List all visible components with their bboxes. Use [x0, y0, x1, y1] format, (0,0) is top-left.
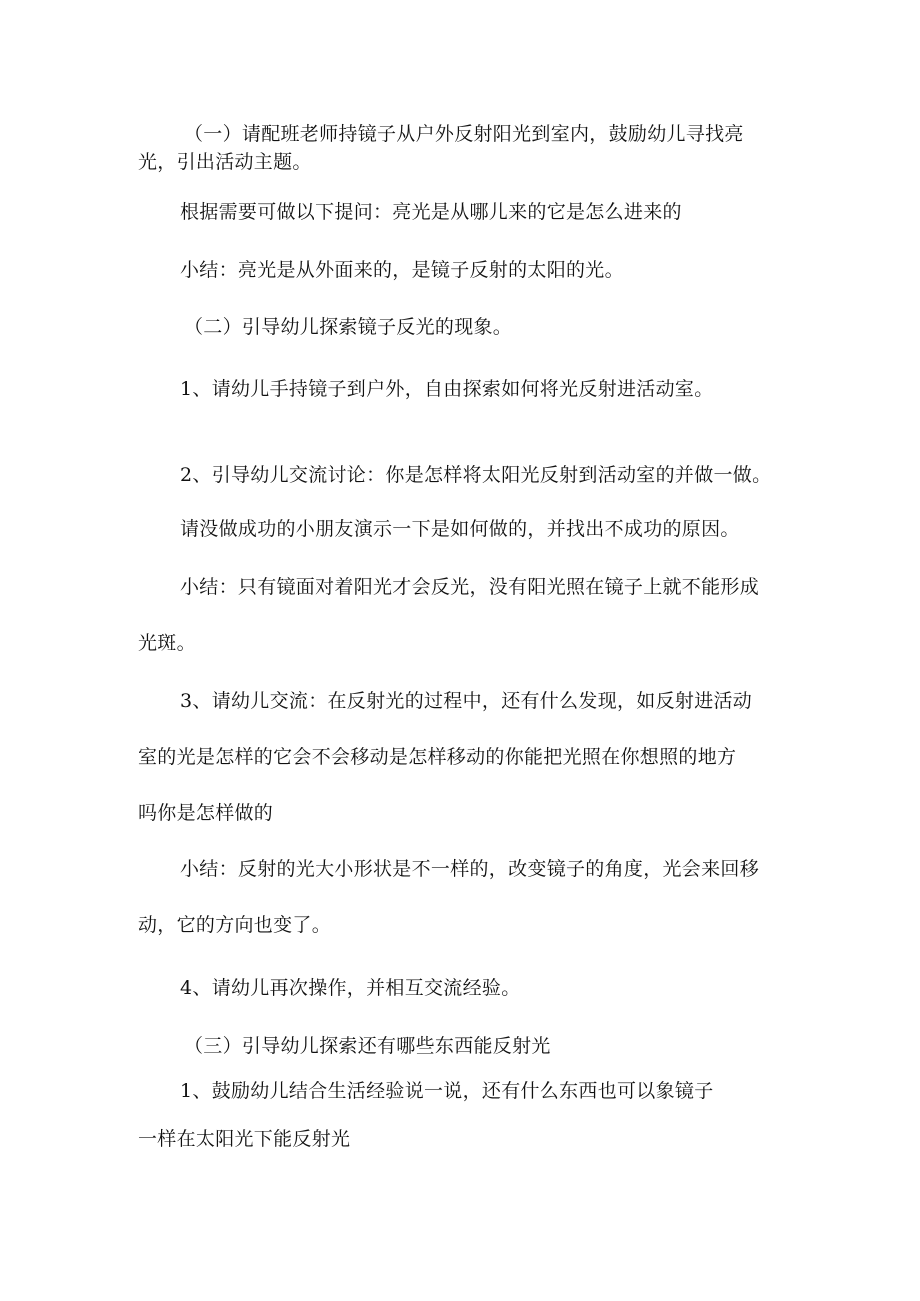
paragraph-line: 室的光是怎样的它会不会移动是怎样移动的你能把光照在你想照的地方 — [138, 746, 737, 768]
paragraph-line: 小结：反射的光大小形状是不一样的，改变镜子的角度，光会来回移 — [180, 858, 760, 880]
paragraph-line: 小结：亮光是从外面来的，是镜子反射的太阳的光。 — [180, 259, 624, 281]
paragraph-line: 1、请幼儿手持镜子到户外，自由探索如何将光反射进活动室。 — [180, 378, 714, 400]
paragraph-line: 小结：只有镜面对着阳光才会反光，没有阳光照在镜子上就不能形成 — [180, 576, 760, 598]
paragraph-line: （一）请配班老师持镜子从户外反射阳光到室内，鼓励幼儿寻找亮 — [184, 123, 744, 145]
paragraph-line: 光斑。 — [138, 632, 196, 654]
paragraph-line: 请没做成功的小朋友演示一下是如何做的，并找出不成功的原因。 — [180, 518, 740, 540]
paragraph-line: 根据需要可做以下提问：亮光是从哪儿来的它是怎么进来的 — [180, 201, 682, 223]
paragraph-line: 4、请幼儿再次操作，并相互交流经验。 — [180, 977, 521, 999]
paragraph-line: 光，引出活动主题。 — [138, 151, 312, 173]
paragraph-line: 3、请幼儿交流：在反射光的过程中，还有什么发现，如反射进活动 — [180, 690, 753, 712]
paragraph-line: 一样在太阳光下能反射光 — [138, 1128, 351, 1150]
paragraph-line: 1、鼓励幼儿结合生活经验说一说，还有什么东西也可以象镜子 — [180, 1080, 714, 1102]
paragraph-line: 吗你是怎样做的 — [138, 802, 274, 824]
paragraph-line: 动，它的方向也变了。 — [138, 914, 332, 936]
paragraph-line: （三）引导幼儿探索还有哪些东西能反射光 — [184, 1035, 551, 1057]
paragraph-line: 2、引导幼儿交流讨论：你是怎样将太阳光反射到活动室的并做一做。 — [180, 464, 772, 486]
paragraph-line: （二）引导幼儿探索镜子反光的现象。 — [184, 316, 513, 338]
